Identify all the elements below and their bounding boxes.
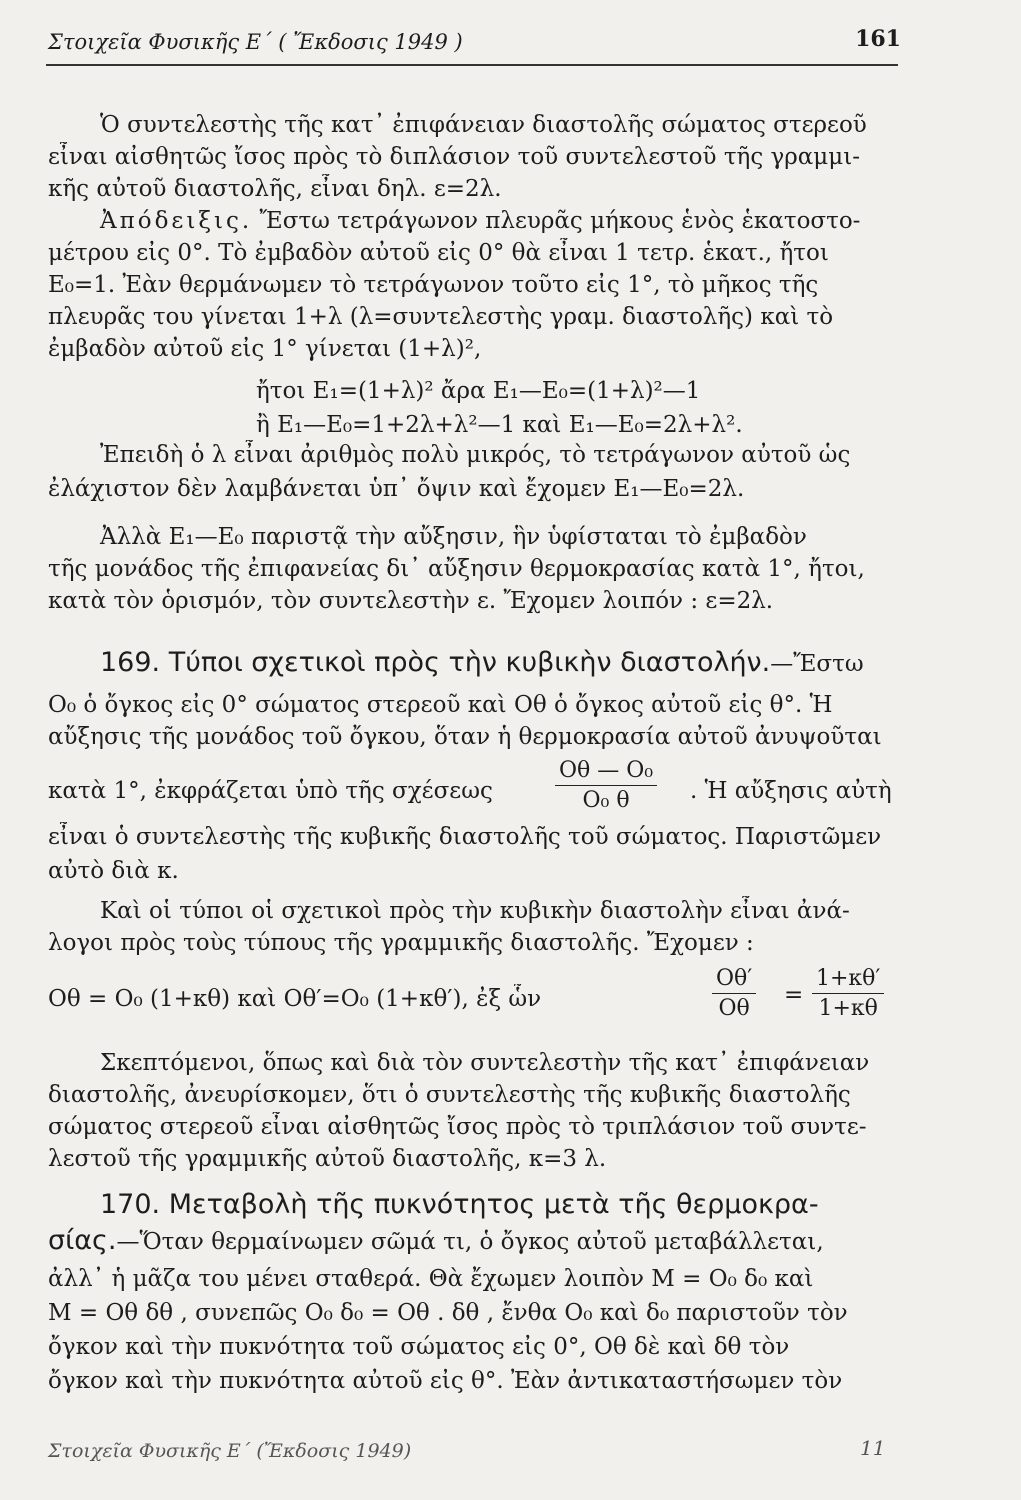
text-line: ἐμβαδὸν αὐτοῦ εἰς 1° γίνεται (1+λ)², — [48, 336, 482, 362]
text-line: εἶναι ὁ συντελεστὴς τῆς κυβικῆς διαστολῆς τοῦ σώματος. Παριστῶμεν — [48, 824, 882, 850]
running-header: Στοιχεῖα Φυσικῆς Ε΄ ( Ἔκδοσις 1949 ) — [48, 30, 463, 54]
text-line: E₀=1. Ἐὰν θερμάνωμεν τὸ τετράγωνον τοῦτο εἰς 1°, τὸ μῆκος τῆς — [48, 272, 819, 298]
text-line: τῆς μονάδος τῆς ἐπιφανείας δι᾽ αὔξησιν θερμοκρασίας κατὰ 1°, ἤτοι, — [48, 556, 865, 582]
text-line: Καὶ οἱ τύποι οἱ σχετικοὶ πρὸς τὴν κυβικὴν διαστολὴν εἶναι ἀνά- — [100, 898, 850, 924]
text-line: πλευρᾶς του γίνεται 1+λ (λ=συντελεστὴς γραμ. διαστολῆς) καὶ τὸ — [48, 304, 834, 330]
fraction-expansion-ratio: $\frac{1+\kappa\theta'}{1+\kappa\theta}$ — [812, 966, 884, 1021]
text-line: ὄγκον καὶ τὴν πυκνότητα τοῦ σώματος εἰς 0°, Oθ δὲ καὶ δθ τὸν — [48, 1334, 790, 1360]
section-title: 170. Μεταβολὴ τῆς πυκνότητος μετὰ τῆς θερμοκρα- — [100, 1189, 819, 1220]
text-line: λεστοῦ τῆς γραμμικῆς αὐτοῦ διαστολῆς, κ=3 λ. — [48, 1146, 607, 1172]
equation-line: ἢ E₁—E₀=1+2λ+λ²—1 καὶ E₁—E₀=2λ+λ². — [256, 412, 743, 438]
text-line: Ἀλλὰ E₁—E₀ παριστᾷ τὴν αὔξησιν, ἣν ὑφίσταται τὸ ἐμβαδὸν — [100, 524, 807, 550]
text-line: κατὰ τὸν ὁρισμόν, τὸν συντελεστὴν ε. Ἔχομεν λοιπόν : ε=2λ. — [48, 588, 774, 614]
fraction-numerator: Oθ — O₀ — [555, 758, 657, 786]
footer-signature: Στοιχεῖα Φυσικῆς Ε΄ (Ἔκδοσις 1949) — [48, 1440, 412, 1462]
sheet-number: 11 — [860, 1436, 886, 1460]
text-line: αὔξησις τῆς μονάδος τοῦ ὄγκου, ὅταν ἡ θερμοκρασία αὐτοῦ ἀνυψοῦται — [48, 724, 882, 750]
text-line: μέτρου εἰς 0°. Τὸ ἐμβαδὸν αὐτοῦ εἰς 0° θὰ εἶναι 1 τετρ. ἑκατ., ἤτοι — [48, 240, 829, 266]
text-line: εἶναι αἰσθητῶς ἴσος πρὸς τὸ διπλάσιον τοῦ συντελεστοῦ τῆς γραμμι- — [48, 144, 860, 170]
fraction-volume-ratio: $\frac{O\theta'}{O\theta}$ — [712, 966, 756, 1021]
text-line: M = Oθ δθ , συνεπῶς O₀ δ₀ = Oθ . δθ , ἔνθα O₀ καὶ δ₀ παριστοῦν τὸν — [48, 1300, 848, 1326]
proof-label: Ἀπόδειξις. — [100, 208, 253, 234]
text-line: κατὰ 1°, ἐκφράζεται ὑπὸ τῆς σχέσεως — [48, 778, 493, 804]
text-line: διαστολῆς, ἀνευρίσκομεν, ὅτι ὁ συντελεστὴς τῆς κυβικῆς διαστολῆς — [48, 1082, 851, 1108]
text-line: κῆς αὐτοῦ διαστολῆς, εἶναι δηλ. ε=2λ. — [48, 176, 502, 202]
equation-line: Oθ = O₀ (1+κθ) καὶ Oθ′=O₀ (1+κθ′), ἐξ ὧν — [48, 986, 542, 1012]
text-line: ἀλλ᾽ ἡ μᾶζα του μένει σταθερά. Θὰ ἔχωμεν λοιπὸν M = O₀ δ₀ καὶ — [48, 1266, 814, 1292]
fraction-expansion-coefficient — [555, 758, 657, 813]
text-line: ὄγκον καὶ τὴν πυκνότητα αὐτοῦ εἰς θ°. Ἐὰν ἀντικαταστήσωμεν τὸν — [48, 1368, 843, 1394]
fraction-denominator: O₀ θ — [582, 788, 630, 813]
text-line: Σκεπτόμενοι, ὅπως καὶ διὰ τὸν συντελεστὴν τῆς κατ᾽ ἐπιφάνειαν — [100, 1050, 870, 1076]
equation-line: ἤτοι E₁=(1+λ)² ἄρα E₁—E₀=(1+λ)²—1 — [256, 378, 701, 404]
text-line: λογοι πρὸς τοὺς τύπους τῆς γραμμικῆς διαστολῆς. Ἔχομεν : — [48, 930, 754, 956]
section-heading-169: 169. Τύποι σχετικοὶ πρὸς τὴν κυβικὴν διαστολήν.—Ἔστω — [100, 647, 864, 678]
text-line: αὐτὸ διὰ κ. — [48, 858, 179, 884]
text-line: O₀ ὁ ὄγκος εἰς 0° σώματος στερεοῦ καὶ Oθ ὁ ὄγκος αὐτοῦ εἰς θ°. Ἡ — [48, 692, 833, 718]
text-line: Ἐπειδὴ ὁ λ εἶναι ἀριθμὸς πολὺ μικρός, τὸ τετράγωνον αὐτοῦ ὡς — [100, 442, 851, 468]
section-heading-170 — [48, 1186, 903, 1225]
page-number: 161 — [855, 26, 901, 52]
text-line: Ἀπόδειξις. Ἔστω τετράγωνον πλευρᾶς μήκους ἑνὸς ἑκατοστο- — [100, 208, 861, 234]
text-line: Ὁ συντελεστὴς τῆς κατ᾽ ἐπιφάνειαν διαστολῆς σώματος στερεοῦ — [100, 112, 867, 138]
text-line: σώματος στερεοῦ εἶναι αἰσθητῶς ἴσος πρὸς τὸ τριπλάσιον τοῦ συντε- — [48, 1114, 867, 1140]
text-line: ἐλάχιστον δὲν λαμβάνεται ὑπ᾽ ὄψιν καὶ ἔχομεν E₁—E₀=2λ. — [48, 476, 745, 502]
text-line: . Ἡ αὔξησις αὐτὴ — [690, 778, 892, 804]
equals-sign: = — [784, 982, 804, 1008]
text-line: σίας.—Ὅταν θερμαίνωμεν σῶμά τι, ὁ ὄγκος αὐτοῦ μεταβάλλεται, — [48, 1226, 824, 1256]
section-title: 169. Τύποι σχετικοὶ πρὸς τὴν κυβικὴν διαστολήν. — [100, 647, 771, 678]
header-rule — [46, 64, 898, 66]
